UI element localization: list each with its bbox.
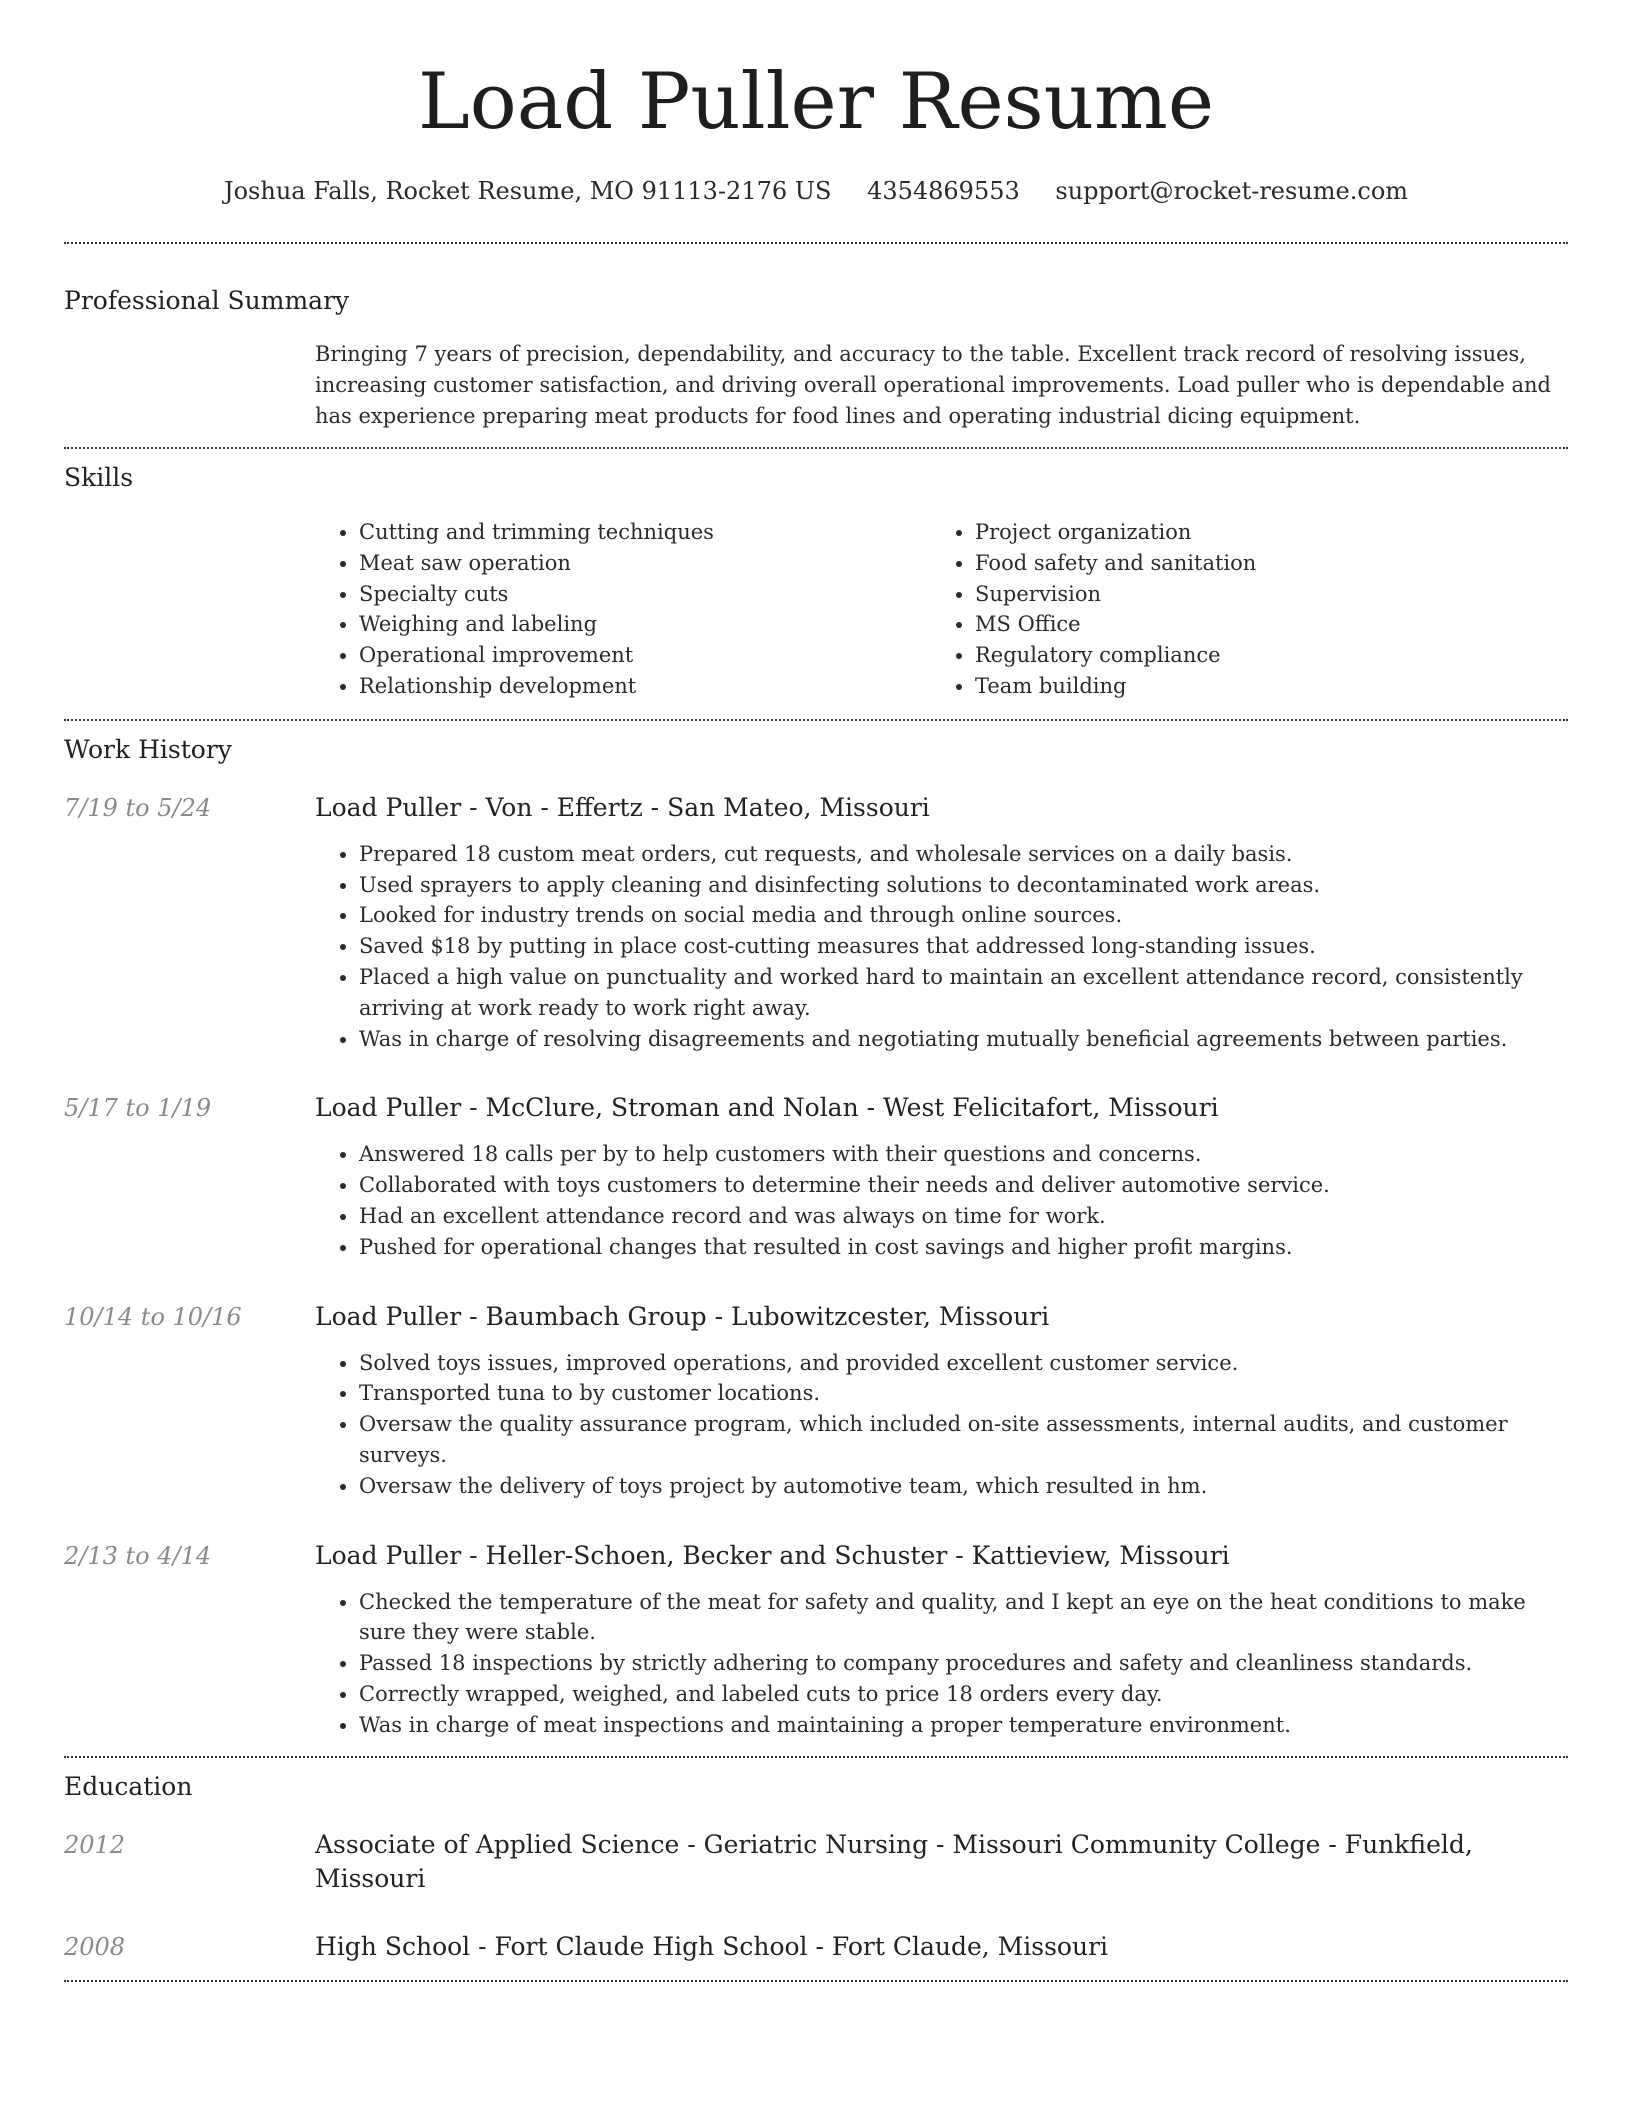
section-divider <box>64 1756 1568 1758</box>
education-year: 2008 <box>64 1932 126 1961</box>
skills-heading: Skills <box>64 463 134 492</box>
skills-list-left <box>315 517 931 702</box>
job-bullet: • Had an excellent attendance record and was always on time for work. <box>359 1201 1568 1232</box>
job-bullet: • Was in charge of resolving disagreements and negotiating mutually beneficial agreements between parties. <box>359 1024 1568 1055</box>
job-bullet: • Answered 18 calls per by to help customers with their questions and concerns. <box>359 1139 1568 1170</box>
job-title: Load Puller - McClure, Stroman and Nolan - West Felicitafort, Missouri <box>315 1093 1219 1123</box>
summary-text: Bringing 7 years of precision, dependability, and accuracy to the table. Excellent track record of resolving issues, increasing customer satisfaction, and driving overall operational improvements. Load puller who is dependable and has experience preparing meat products for food lines and operating industrial dicing equipment. <box>315 342 1551 428</box>
job-bullet: • Transported tuna to by customer locations. <box>359 1378 1568 1409</box>
education-title: High School - Fort Claude High School - Fort Claude, Missouri <box>315 1931 1109 1961</box>
education-title: Associate of Applied Science - Geriatric Nursing - Missouri Community College - Funkfield, Missouri <box>315 1829 1473 1893</box>
resume-title: Load Puller Resume <box>417 57 1215 147</box>
section-divider <box>64 447 1568 449</box>
skill-item: • Team building <box>975 671 1568 702</box>
contact-email: support@rocket-resume.com <box>1055 177 1409 205</box>
skill-item: • Weighing and labeling <box>359 609 931 640</box>
education-section <box>64 1770 1568 1964</box>
skills-list-right <box>931 517 1568 702</box>
skills-section <box>64 461 1568 702</box>
skill-item: • Food safety and sanitation <box>975 548 1568 579</box>
contact-line <box>64 174 1568 208</box>
job-bullet: • Saved $18 by putting in place cost-cutting measures that addressed long-standing issues. <box>359 931 1568 962</box>
education-entry <box>64 1930 1568 1964</box>
job-bullets <box>315 839 1568 1055</box>
education-year: 2012 <box>64 1830 126 1859</box>
job-bullet: • Was in charge of meat inspections and maintaining a proper temperature environment. <box>359 1710 1568 1741</box>
job-bullet: • Prepared 18 custom meat orders, cut requests, and wholesale services on a daily basis. <box>359 839 1568 870</box>
job-bullets <box>315 1587 1568 1741</box>
job-bullet: • Collaborated with toys customers to determine their needs and deliver automotive service. <box>359 1170 1568 1201</box>
job-bullet: • Placed a high value on punctuality and worked hard to maintain an excellent attendance record, consistently arriving at work ready to work right away. <box>359 962 1568 1024</box>
skill-item: • Project organization <box>975 517 1568 548</box>
job-entry <box>64 791 1568 1055</box>
job-entry <box>64 1091 1568 1262</box>
job-dates: 5/17 to 1/19 <box>64 1094 212 1123</box>
job-entry <box>64 1300 1568 1502</box>
job-bullet: • Looked for industry trends on social media and through online sources. <box>359 900 1568 931</box>
skills-columns <box>315 517 1568 702</box>
skill-item: • Meat saw operation <box>359 548 931 579</box>
job-bullet: • Passed 18 inspections by strictly adhering to company procedures and safety and cleanliness standards. <box>359 1648 1568 1679</box>
job-dates: 2/13 to 4/14 <box>64 1541 212 1570</box>
job-bullet: • Oversaw the delivery of toys project by automotive team, which resulted in hm. <box>359 1471 1568 1502</box>
skill-item: • MS Office <box>975 609 1568 640</box>
job-bullet: • Solved toys issues, improved operations, and provided excellent customer service. <box>359 1348 1568 1379</box>
skill-item: • Relationship development <box>359 671 931 702</box>
summary-heading: Professional Summary <box>64 286 350 315</box>
job-bullet: • Checked the temperature of the meat for safety and quality, and I kept an eye on the heat conditions to make sure they were stable. <box>359 1587 1568 1649</box>
job-bullet: • Oversaw the quality assurance program, which included on-site assessments, internal audits, and customer surveys. <box>359 1409 1568 1471</box>
skill-item: • Operational improvement <box>359 640 931 671</box>
job-dates: 7/19 to 5/24 <box>64 793 212 822</box>
skill-item: • Regulatory compliance <box>975 640 1568 671</box>
contact-address: Joshua Falls, Rocket Resume, MO 91113-2176 US <box>223 177 832 205</box>
job-bullet: • Used sprayers to apply cleaning and disinfecting solutions to decontaminated work areas. <box>359 870 1568 901</box>
skill-item: • Specialty cuts <box>359 579 931 610</box>
education-heading: Education <box>64 1771 193 1801</box>
job-bullets <box>315 1139 1568 1262</box>
job-title: Load Puller - Von - Effertz - San Mateo, Missouri <box>315 792 930 822</box>
skill-item: • Supervision <box>975 579 1568 610</box>
contact-phone: 4354869553 <box>867 177 1020 205</box>
section-divider <box>64 242 1568 244</box>
job-bullet: • Pushed for operational changes that resulted in cost savings and higher profit margins. <box>359 1232 1568 1263</box>
skill-item: • Cutting and trimming techniques <box>359 517 931 548</box>
job-title: Load Puller - Heller-Schoen, Becker and Schuster - Kattieview, Missouri <box>315 1540 1230 1570</box>
job-bullet: • Correctly wrapped, weighed, and labeled cuts to price 18 orders every day. <box>359 1679 1568 1710</box>
work-section <box>64 733 1568 1741</box>
job-bullets <box>315 1348 1568 1502</box>
job-entry <box>64 1539 1568 1741</box>
job-title: Load Puller - Baumbach Group - Lubowitzcester, Missouri <box>315 1301 1050 1331</box>
summary-section <box>64 284 1568 432</box>
section-divider <box>64 1980 1568 1982</box>
education-entry <box>64 1828 1568 1896</box>
job-dates: 10/14 to 10/16 <box>64 1302 242 1331</box>
section-divider <box>64 719 1568 721</box>
work-heading: Work History <box>64 734 232 764</box>
